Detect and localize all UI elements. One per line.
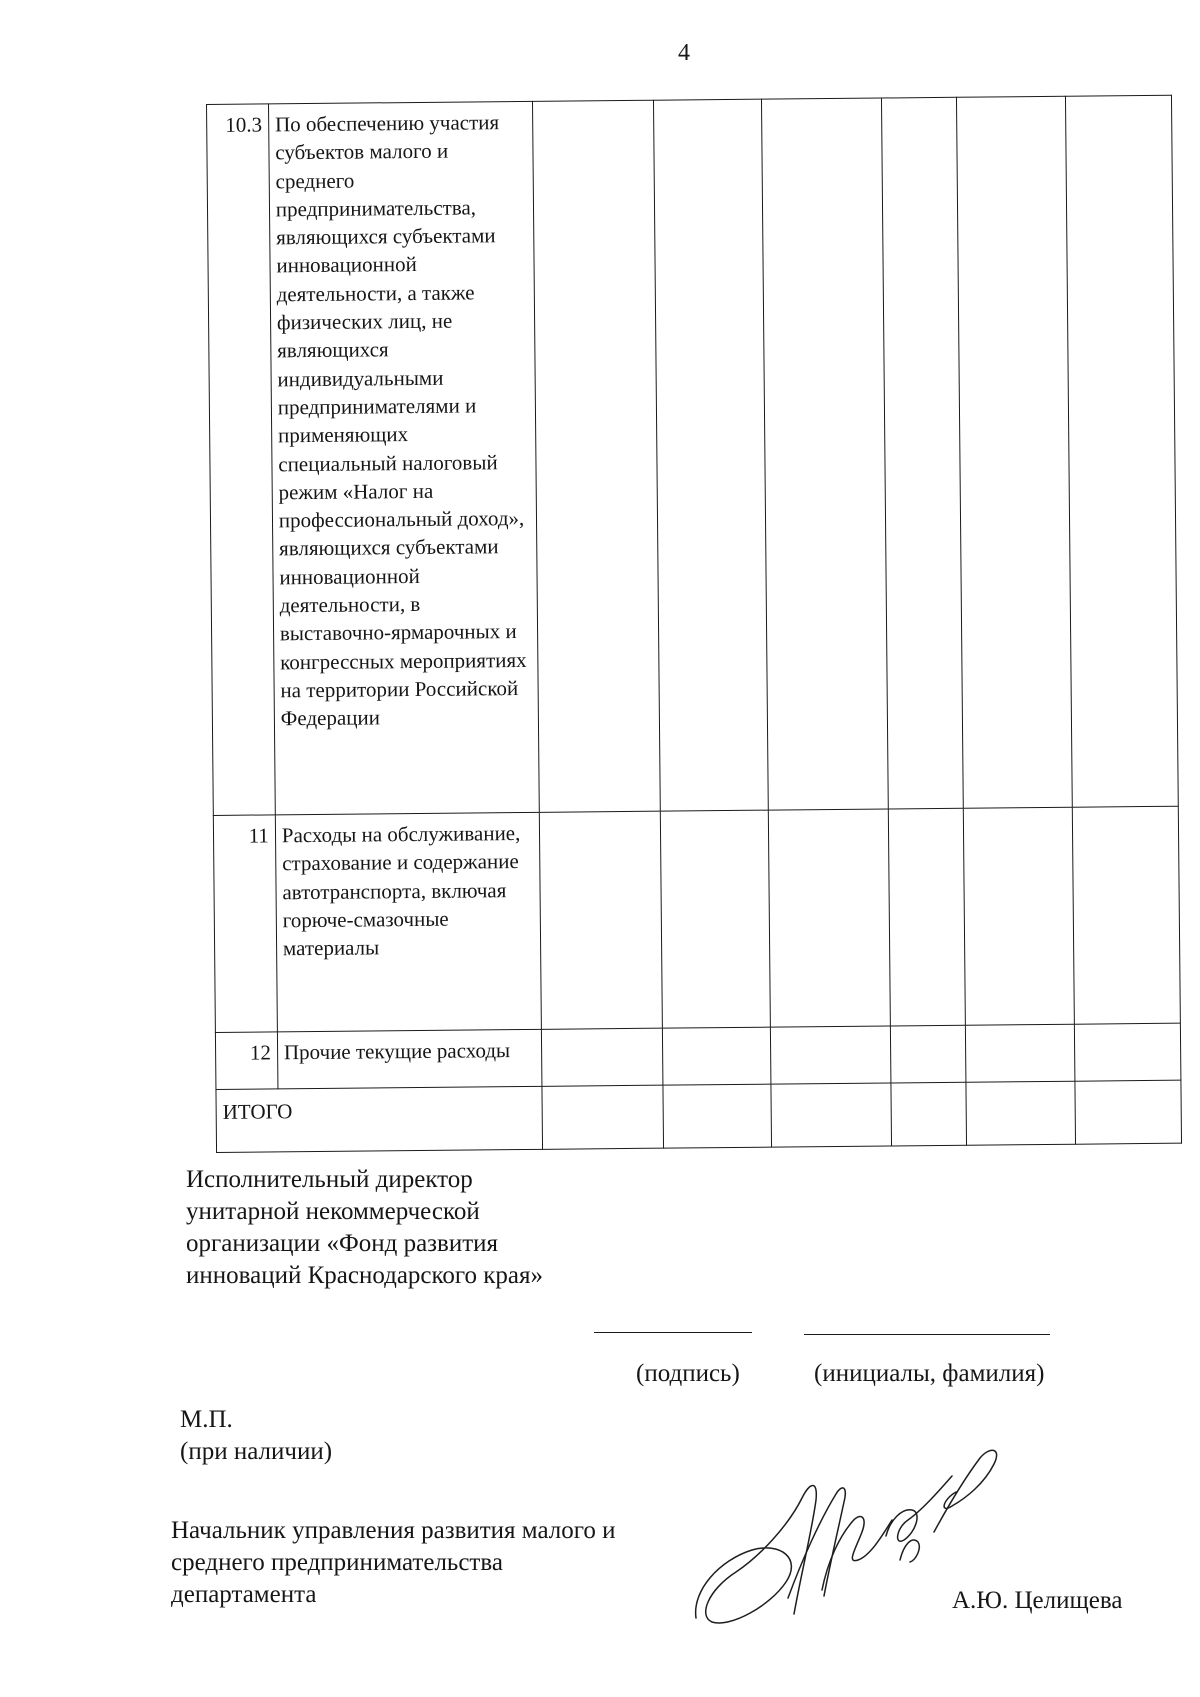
value-cell xyxy=(768,809,891,1027)
stamp-note: (при наличии) xyxy=(180,1438,333,1465)
value-cell xyxy=(761,98,888,810)
value-cell xyxy=(966,1081,1075,1145)
value-cell xyxy=(966,1024,1075,1082)
value-cell xyxy=(1075,1080,1182,1144)
name-line xyxy=(804,1334,1050,1335)
signatory-position: Исполнительный директор унитарной некоммерческой организации «Фонд развития инноваций Краснодарского края» xyxy=(186,1166,544,1289)
signature-caption: (подпись) xyxy=(636,1360,740,1387)
value-cell xyxy=(889,808,966,1026)
value-cell xyxy=(770,1026,891,1084)
total-label: ИТОГО xyxy=(216,1086,542,1152)
value-cell xyxy=(882,97,964,809)
value-cell xyxy=(964,807,1074,1025)
value-cell xyxy=(891,1082,967,1146)
table-row xyxy=(215,1023,1181,1089)
table-row xyxy=(213,806,1180,1032)
row-number: 11 xyxy=(213,815,277,1033)
value-cell xyxy=(957,96,1072,808)
value-cell xyxy=(891,1025,967,1083)
stamp-label: М.П. xyxy=(180,1406,233,1433)
value-cell xyxy=(663,1027,771,1085)
value-cell xyxy=(542,1085,664,1149)
value-cell xyxy=(1072,806,1180,1024)
row-description: По обеспечению участия субъектов малого и среднего предпринимательства, являющихся субъектами инновационной деятельности, а также физических лиц, не являющихся индивидуальными предпринимателями и применяющих специальный налоговый режим «Налог на профессиональный доход», являющихся субъектами инновационной деятельности, в выставочно-ярмарочных и конгрессных мероприятиях на территории Российской Федерации xyxy=(268,101,539,815)
stamp-place xyxy=(180,1404,332,1468)
table-row xyxy=(207,95,1179,815)
total-row xyxy=(216,1080,1182,1152)
row-description: Расходы на обслуживание, страхование и содержание автотранспорта, включая горюче-смазочные материалы xyxy=(275,812,541,1032)
handwritten-signature xyxy=(690,1440,1010,1640)
value-cell xyxy=(539,811,663,1029)
page-number: 4 xyxy=(678,40,690,66)
value-cell xyxy=(1065,95,1178,807)
signature-line xyxy=(594,1332,752,1333)
row-number: 12 xyxy=(215,1032,277,1090)
expenses-table xyxy=(206,95,1182,1153)
value-cell xyxy=(1074,1023,1181,1081)
value-cell xyxy=(654,99,768,811)
value-cell xyxy=(661,810,770,1028)
row-number: 10.3 xyxy=(207,104,276,816)
value-cell xyxy=(541,1028,663,1086)
name-caption: (инициалы, фамилия) xyxy=(814,1360,1045,1387)
value-cell xyxy=(663,1084,771,1148)
row-description: Прочие текущие расходы xyxy=(277,1029,541,1089)
value-cell xyxy=(771,1083,892,1147)
head-position: Начальник управления развития малого и среднего предпринимательства департамента xyxy=(171,1517,616,1608)
head-name: А.Ю. Целищева xyxy=(952,1587,1123,1614)
value-cell xyxy=(532,100,660,812)
